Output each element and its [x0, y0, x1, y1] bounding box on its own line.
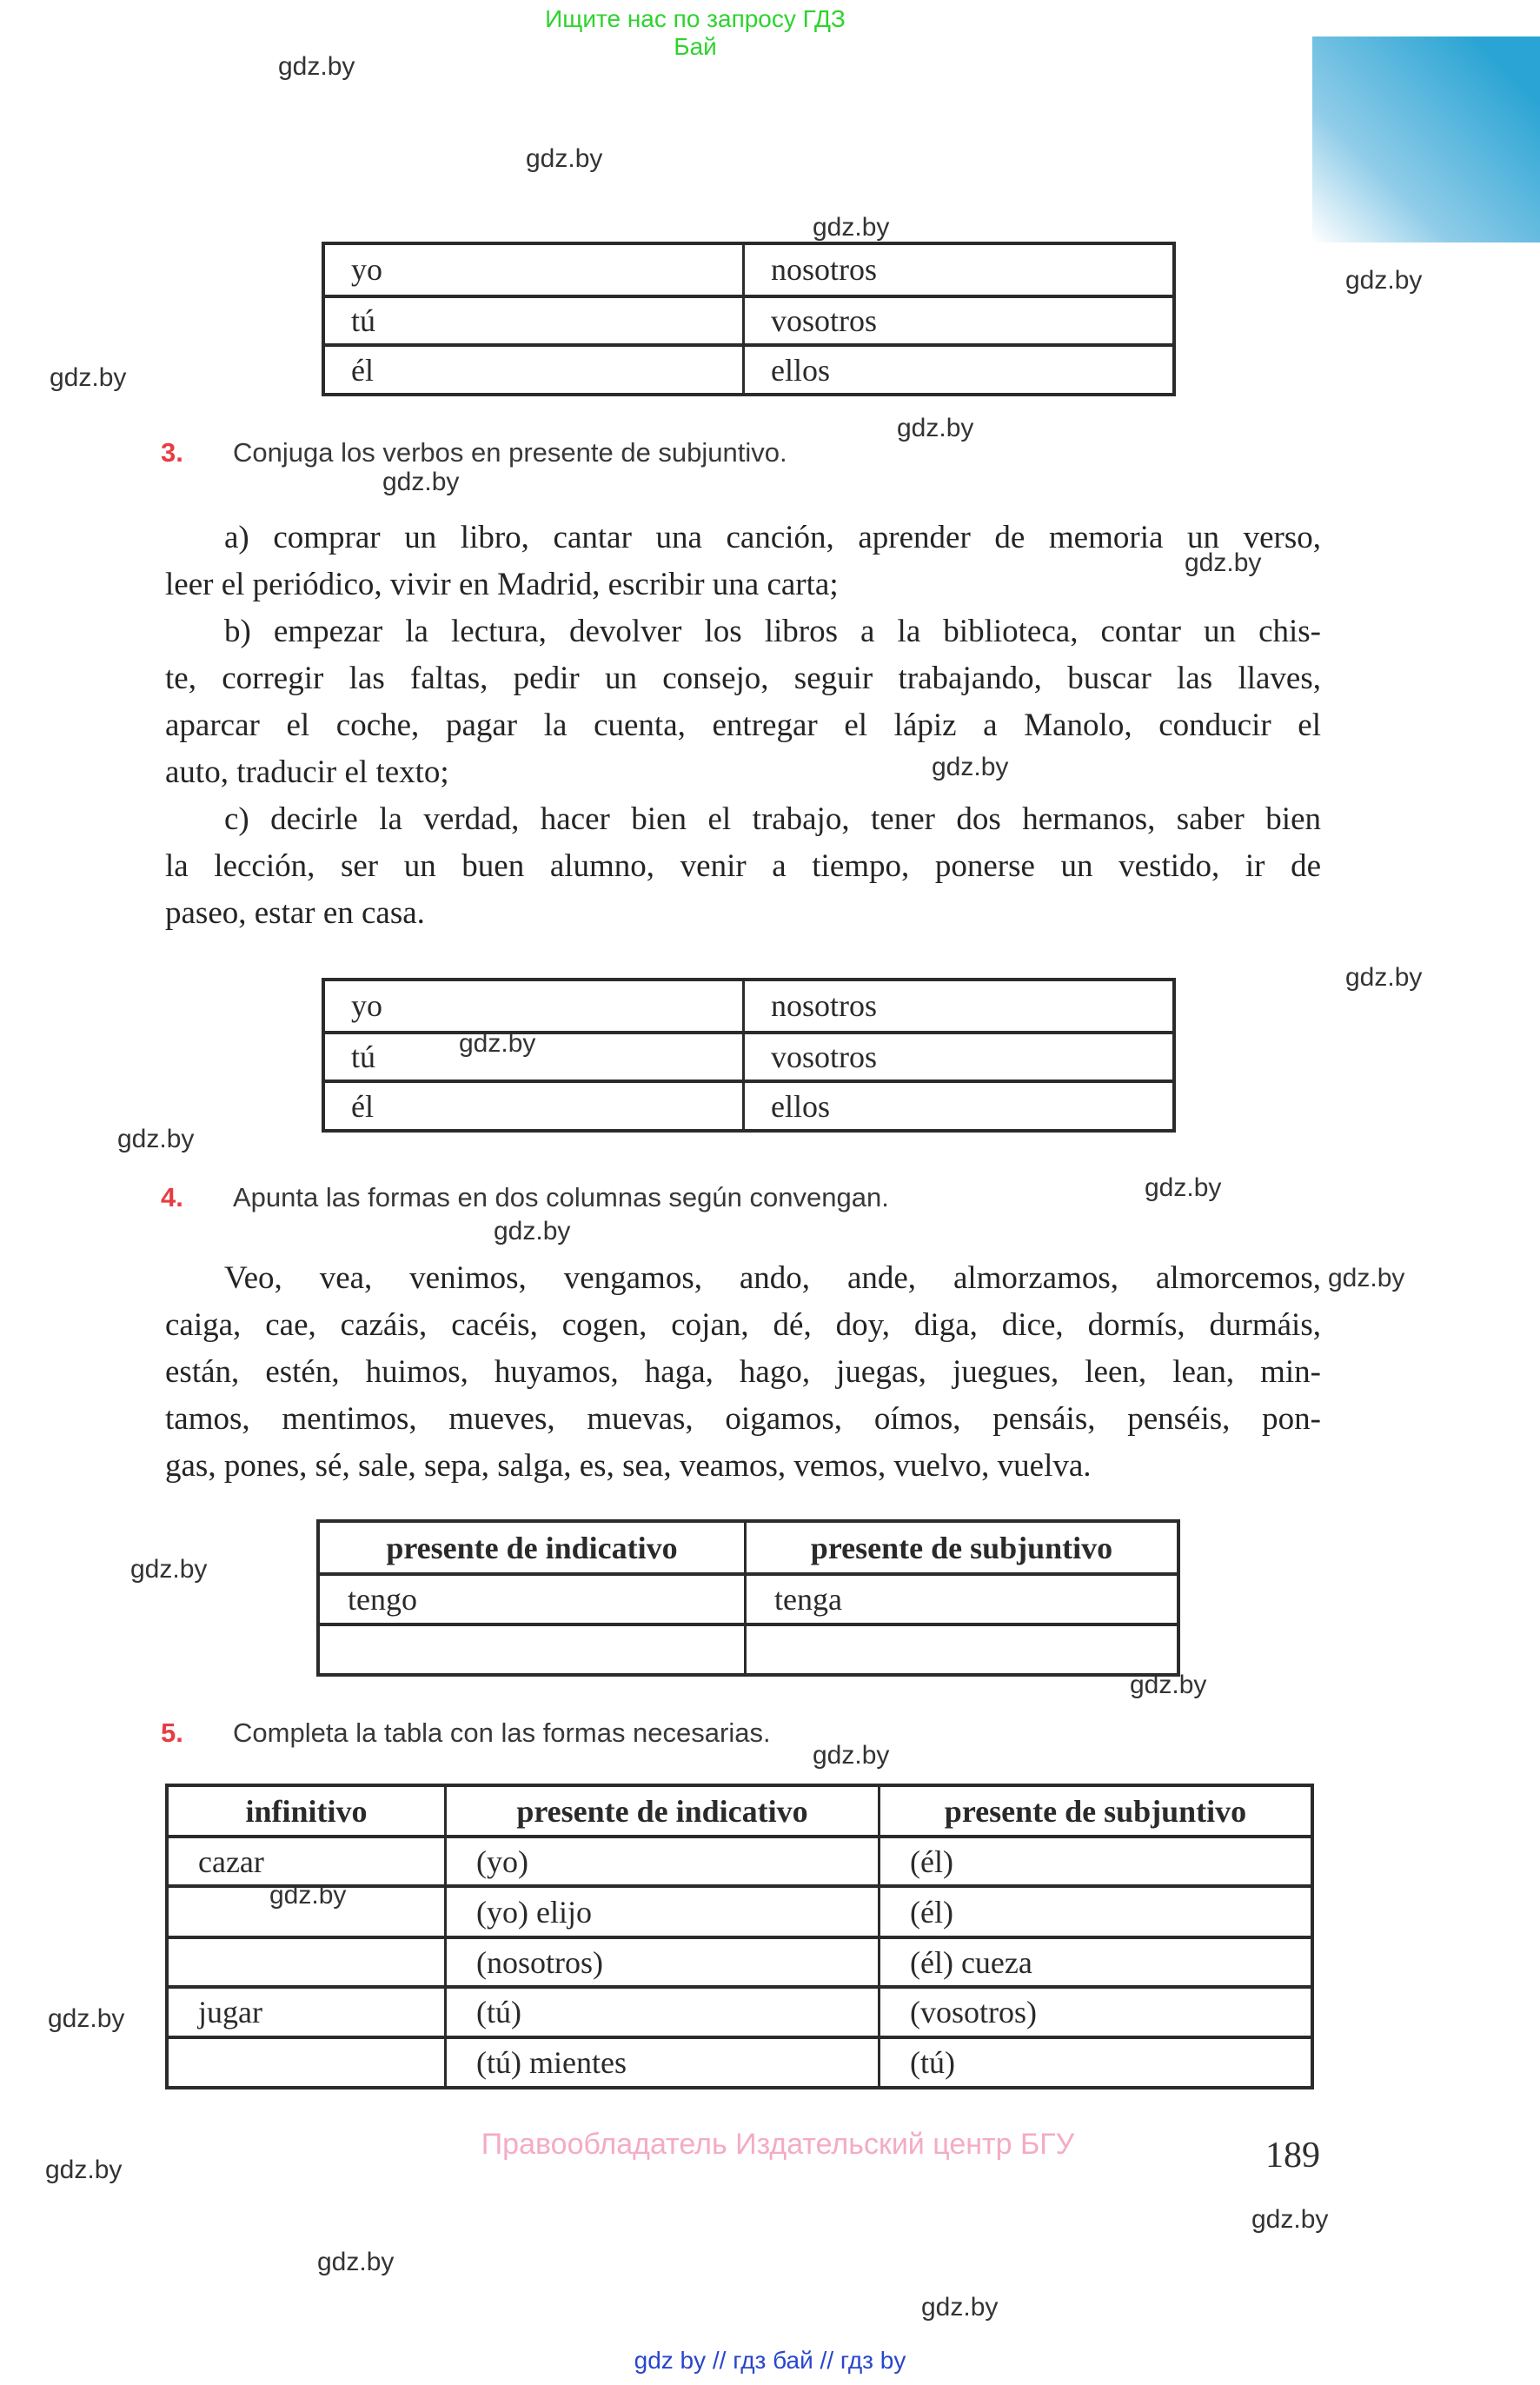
- exercise-number: 5.: [161, 1717, 183, 1748]
- table-cell: ellos: [742, 1080, 1172, 1129]
- item-b-line: auto, traducir el texto;: [165, 754, 449, 790]
- word-list-line: están, estén, huimos, huyamos, haga, hago, juegas, juegues, leen, lean, min-: [165, 1354, 1321, 1390]
- table-cell: (tú): [878, 2036, 1311, 2086]
- gdz-watermark: gdz.by: [1145, 1173, 1222, 1202]
- gdz-watermark: gdz.by: [1251, 2205, 1329, 2234]
- footer-links[interactable]: gdz by // гдз бай // гдз by: [634, 2347, 906, 2374]
- page-number: 189: [1265, 2136, 1320, 2176]
- gdz-watermark: gdz.by: [1328, 1264, 1405, 1292]
- table-header-cell: infinitivo: [245, 1793, 368, 1829]
- table-cell: él: [325, 1080, 742, 1129]
- gdz-watermark: gdz.by: [1345, 266, 1423, 295]
- table-cell: (él) cueza: [878, 1936, 1311, 1985]
- table-cell: vosotros: [742, 295, 1172, 344]
- table-cell: tú: [325, 1031, 742, 1080]
- table-header-cell: presente de indicativo: [444, 1787, 878, 1835]
- gdz-watermark: gdz.by: [897, 414, 974, 442]
- table-cell: jugar: [169, 1985, 444, 2036]
- gdz-watermark: gdz.by: [932, 753, 1009, 781]
- table-cell: (él): [878, 1835, 1311, 1884]
- gdz-watermark: gdz.by: [45, 2156, 123, 2184]
- gdz-watermark: gdz.by: [382, 468, 460, 496]
- exercise-title: Conjuga los verbos en presente de subjuntivo.: [233, 437, 787, 468]
- table-cell: [169, 1936, 444, 1985]
- exercise-number: 4.: [161, 1182, 183, 1212]
- table-cell: [169, 2036, 444, 2086]
- item-a-line: a) comprar un libro, cantar una canción, aprender de memoria un verso,: [224, 520, 1321, 555]
- item-c-line: c) decirle la verdad, hacer bien el trabajo, tener dos hermanos, saber bien: [224, 801, 1321, 837]
- table-cell: nosotros: [742, 245, 1172, 295]
- conjugation-table: [165, 1784, 1314, 2089]
- table-cell: cazar: [169, 1835, 444, 1884]
- gdz-watermark: gdz.by: [813, 1741, 890, 1770]
- item-c-line: paseo, estar en casa.: [165, 895, 425, 931]
- copyright-notice: Правообладатель Издательский центр БГУ: [481, 2128, 1075, 2161]
- table-header-cell: presente de subjuntivo: [744, 1523, 1177, 1572]
- gdz-watermark: gdz.by: [117, 1125, 195, 1153]
- table-cell: [169, 1881, 444, 1936]
- table-cell: yo: [351, 988, 382, 1024]
- exercise-4-heading: [0, 1182, 1540, 1217]
- table-cell: [320, 1623, 744, 1673]
- blue-gradient-square: [1312, 37, 1540, 242]
- table-cell: nosotros: [742, 981, 1172, 1031]
- item-b-line: aparcar el coche, pagar la cuenta, entregar el lápiz a Manolo, conducir el: [165, 708, 1321, 743]
- gdz-watermark: gdz.by: [494, 1217, 571, 1246]
- pronoun-table-1: [322, 242, 1176, 396]
- word-list-line: tamos, mentimos, mueves, muevas, oigamos, oímos, pensáis, penséis, pon-: [165, 1401, 1321, 1437]
- table-cell: (yo): [444, 1835, 878, 1884]
- exercise-title: Apunta las formas en dos columnas según convengan.: [233, 1182, 889, 1212]
- pronoun-table-2: [322, 978, 1176, 1133]
- item-b-line: b) empezar la lectura, devolver los libros a la biblioteca, contar un chis-: [224, 614, 1321, 649]
- word-list-line: Veo, vea, venimos, vengamos, ando, ande, almorzamos, almorcemos,: [224, 1260, 1321, 1296]
- table-cell: vosotros: [742, 1031, 1172, 1080]
- word-list-line: gas, pones, sé, sale, sepa, salga, es, sea, veamos, vemos, vuelvo, vuelva.: [165, 1448, 1092, 1484]
- table-cell: tú: [325, 295, 742, 344]
- gdz-watermark: gdz.by: [526, 144, 603, 173]
- exercise-number: 3.: [161, 437, 183, 468]
- table-header-cell: presente de subjuntivo: [878, 1787, 1311, 1835]
- gdz-watermark: gdz.by: [1185, 548, 1262, 577]
- exercise-5-heading: [0, 1717, 1540, 1752]
- table-cell: (nosotros): [444, 1936, 878, 1985]
- item-b-line: te, corregir las faltas, pedir un consejo, seguir trabajando, buscar las llaves,: [165, 661, 1321, 696]
- item-c-line: la lección, ser un buen alumno, venir a tiempo, ponerse un vestido, ir de: [165, 848, 1321, 884]
- table-cell: tenga: [744, 1572, 1177, 1623]
- table-cell: (tú) mientes: [444, 2036, 878, 2086]
- table-cell: él: [325, 343, 742, 393]
- table-cell: (vosotros): [878, 1985, 1311, 2036]
- gdz-watermark: gdz.by: [50, 363, 127, 392]
- exercise-3-heading: [0, 437, 1540, 472]
- gdz-watermark: gdz.by: [813, 213, 890, 242]
- gdz-watermark: gdz.by: [921, 2293, 999, 2322]
- table-header-cell: presente de indicativo: [386, 1530, 678, 1565]
- gdz-watermark: gdz.by: [1345, 963, 1423, 992]
- exercise-title: Completa la tabla con las formas necesarias.: [233, 1717, 771, 1748]
- promo-banner: Ищите нас по запросу ГДЗ Бай: [545, 5, 846, 60]
- table-cell: (él): [878, 1884, 1311, 1936]
- table-cell: (yo) elijo: [444, 1884, 878, 1936]
- gdz-watermark: gdz.by: [317, 2248, 395, 2276]
- gdz-watermark: gdz.by: [269, 1881, 347, 1910]
- table-cell: ellos: [742, 343, 1172, 393]
- gdz-watermark: gdz.by: [48, 2004, 125, 2033]
- table-cell: (tú): [444, 1985, 878, 2036]
- item-a-line: leer el periódico, vivir en Madrid, escribir una carta;: [165, 567, 839, 602]
- word-list-line: caiga, cae, cazáis, cacéis, cogen, cojan, dé, doy, diga, dice, dormís, durmáis,: [165, 1307, 1321, 1343]
- gdz-watermark: gdz.by: [278, 52, 355, 81]
- table-cell: [744, 1623, 1177, 1673]
- table-cell: tengo: [320, 1572, 744, 1623]
- gdz-watermark: gdz.by: [459, 1029, 536, 1058]
- gdz-watermark: gdz.by: [1130, 1671, 1207, 1699]
- indicative-subjunctive-table: [316, 1519, 1180, 1677]
- table-cell: yo: [351, 252, 382, 288]
- gdz-watermark: gdz.by: [130, 1555, 208, 1584]
